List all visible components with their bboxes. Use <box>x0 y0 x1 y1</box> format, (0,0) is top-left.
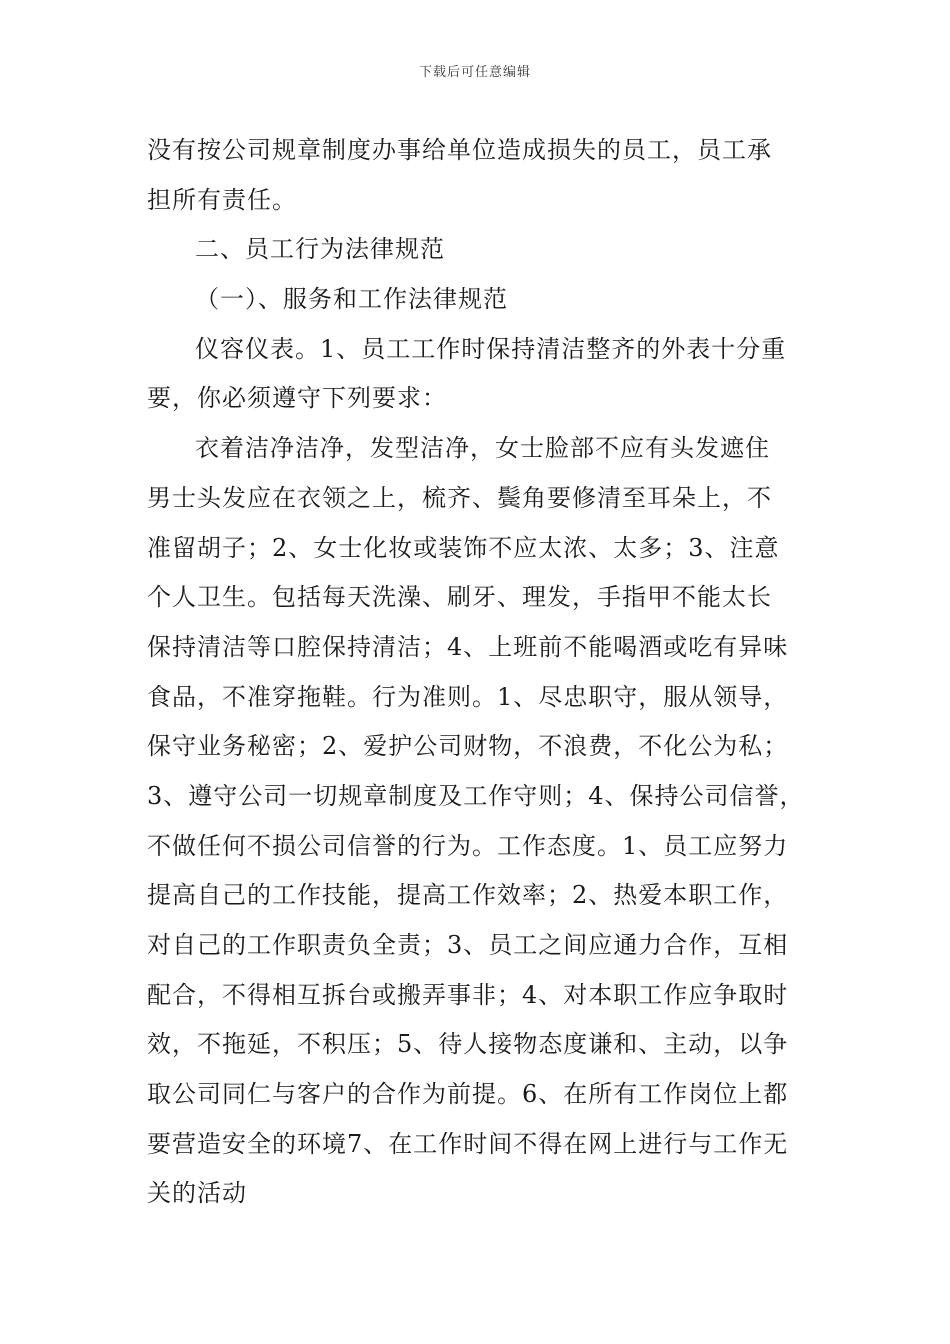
text-line: 要营造安全的环境7、在工作时间不得在网上进行与工作无 <box>147 1129 789 1158</box>
text-line: 食品，不准穿拖鞋。行为准则。1、尽忠职守，服从领导， <box>147 682 789 711</box>
text-line: 要，你必须遵守下列要求： <box>147 384 447 413</box>
section-heading: 二、员工行为法律规范 <box>195 235 445 264</box>
text-line: 关的活动 <box>147 1179 247 1208</box>
subsection-heading: （一）、服务和工作法律规范 <box>195 285 508 314</box>
text-line: 3、遵守公司一切规章制度及工作守则；4、保持公司信誉， <box>147 781 805 810</box>
text-line: 没有按公司规章制度办事给单位造成损失的员工，员工承 <box>147 136 772 164</box>
text-line: 效，不拖延，不积压；5、待人接物态度谦和、主动，以争 <box>147 1030 789 1059</box>
text-line: 保持清洁等口腔保持清洁；4、上班前不能喝酒或吃有异味 <box>147 632 789 661</box>
text-line: 对自己的工作职责负全责；3、员工之间应通力合作，互相 <box>147 931 789 959</box>
text-line: 不做任何不损公司信誉的行为。工作态度。1、员工应努力 <box>147 831 789 860</box>
text-line: 保守业务秘密；2、爱护公司财物，不浪费，不化公为私； <box>147 732 789 761</box>
text-line: 衣着洁净洁净，发型洁净，女士脸部不应有头发遮住 <box>195 434 770 463</box>
text-line: 配合，不得相互拆台或搬弄事非；4、对本职工作应争取时 <box>147 980 789 1009</box>
document-body <box>147 126 807 1219</box>
page-header: 下载后可任意编辑 <box>418 65 531 80</box>
text-line: 提高自己的工作技能，提高工作效率；2、热爱本职工作， <box>147 881 789 910</box>
text-line: 准留胡子；2、女士化妆或装饰不应太浓、太多；3、注意 <box>147 533 780 562</box>
text-line: 男士头发应在衣领之上，梳齐、鬓角要修清至耳朵上，不 <box>147 483 772 512</box>
text-line: 担所有责任。 <box>147 185 297 214</box>
text-line: 仪容仪表。1、员工工作时保持清洁整齐的外表十分重 <box>195 334 787 363</box>
text-line: 取公司同仁与客户的合作为前提。6、在所有工作岗位上都 <box>147 1080 789 1109</box>
text-line: 个人卫生。包括每天洗澡、刷牙、理发，手指甲不能太长 <box>147 583 772 612</box>
